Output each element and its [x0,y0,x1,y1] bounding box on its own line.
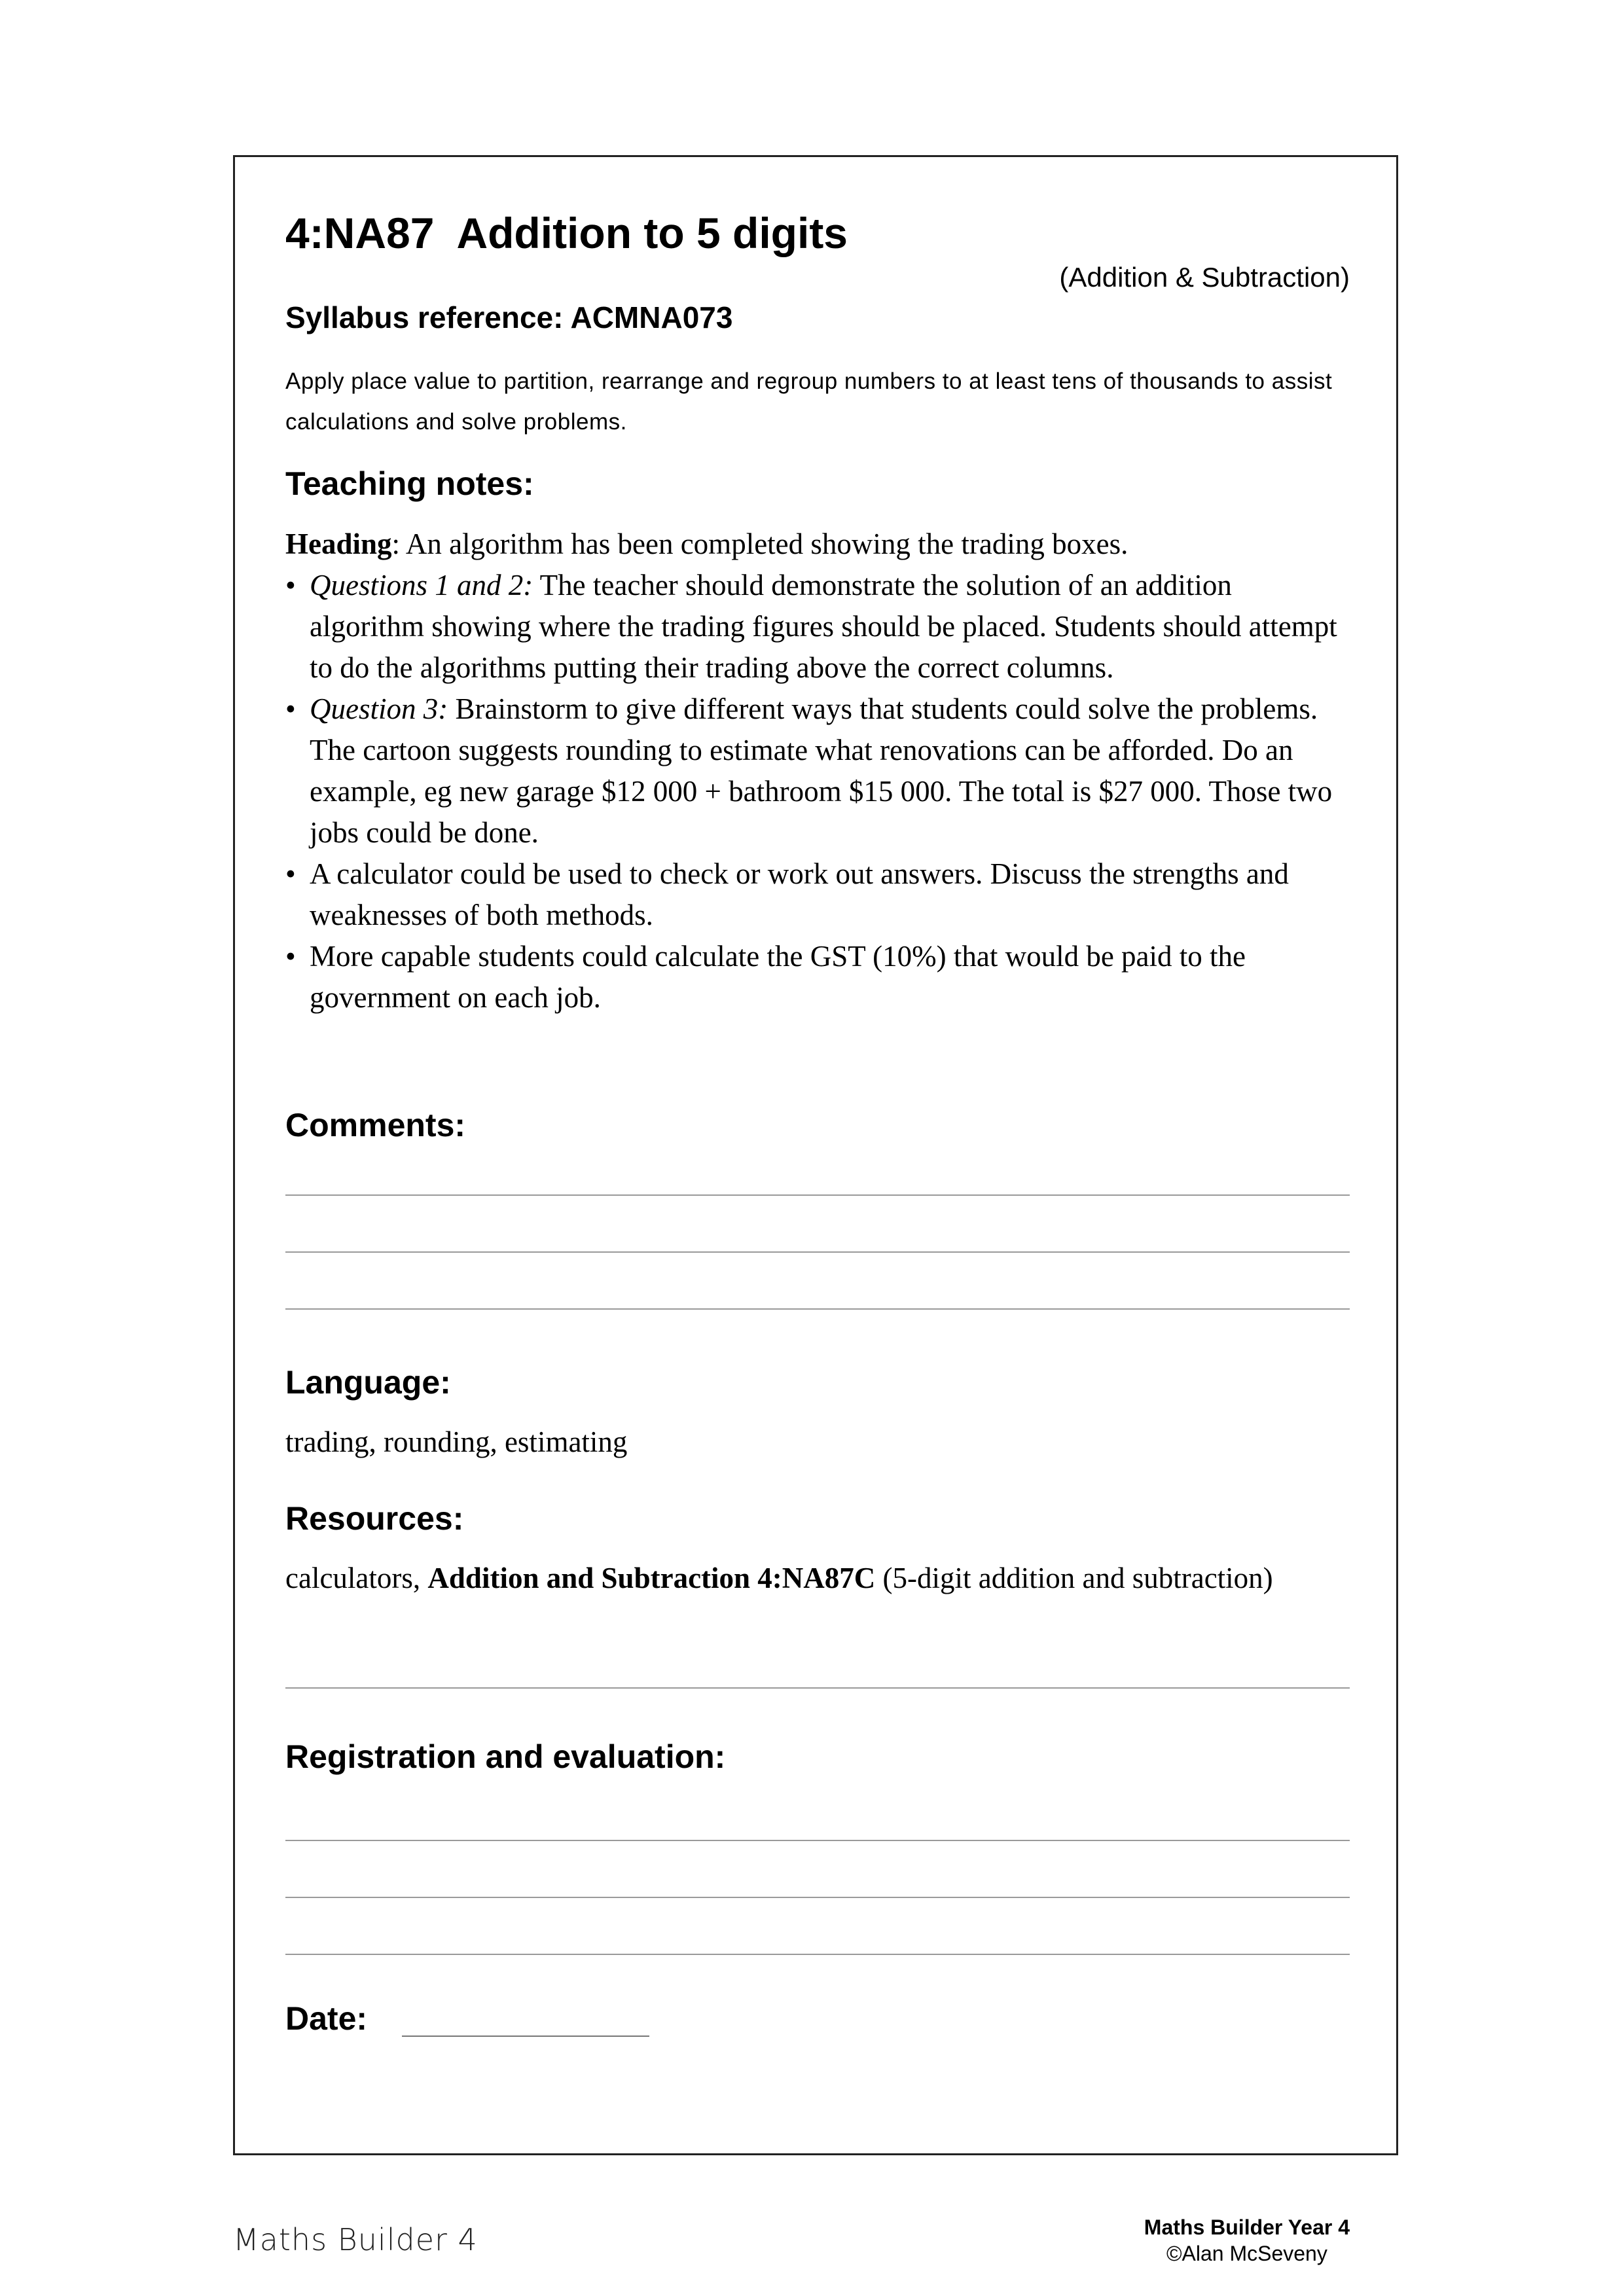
footer-series: Maths Builder Year 4 [1144,2215,1350,2239]
registration-line[interactable] [285,1897,1350,1898]
notes-bullet-list [285,565,1352,1018]
resources-text [285,1558,1350,1599]
language-heading: Language: [285,1364,451,1401]
comments-line[interactable] [285,1251,1350,1253]
comments-line[interactable] [285,1194,1350,1196]
notes-bullet [285,853,1352,936]
syllabus-description: Apply place value to partition, rearrange and regroup numbers to at least tens of thousands to assist calculations and solve problems. [285,368,1333,435]
notes-bullet-text: Brainstorm to give different ways that students could solve the problems. The cartoon suggests rounding to estimate what renovations can be afforded. Do an example, eg new garage $12 000 + bathroom $15 000. The total is $27 000. Those two jobs could be done. [310,692,1333,849]
footer-credit [1144,2214,1350,2267]
resources-heading: Resources: [285,1500,464,1537]
resources-line[interactable] [285,1687,1350,1689]
notes-intro-text: : An algorithm has been completed showing the trading boxes. [391,528,1128,560]
notes-intro [285,524,1352,565]
comments-line[interactable] [285,1308,1350,1310]
syllabus-reference: Syllabus reference: ACMNA073 [285,300,733,334]
registration-line[interactable] [285,1840,1350,1841]
lesson-title: Addition to 5 digits [456,209,848,257]
notes-intro-label: Heading [285,528,392,560]
footer-author: ©Alan McSeveny [1166,2242,1327,2265]
registration-line[interactable] [285,1954,1350,1955]
footer-book-title: Maths Builder 4 [233,2222,478,2257]
date-label: Date: [285,2000,368,2037]
page-frame [233,155,1398,2155]
notes-bullet [285,565,1352,689]
notes-bullet-text: A calculator could be used to check or work out answers. Discuss the strengths and weaknesses of both methods. [310,857,1289,931]
resources-bold: Addition and Subtraction 4:NA87C [427,1562,876,1594]
notes-bullet-lead: Question 3: [310,692,448,725]
page-title [285,208,848,258]
resources-suffix: (5-digit addition and subtraction) [875,1562,1273,1594]
teaching-notes-heading: Teaching notes: [285,465,534,502]
comments-heading: Comments: [285,1107,466,1143]
notes-bullet-text: The teacher should demonstrate the solution of an addition algorithm showing where the trading figures should be placed. Students should attempt to do the algorithms putting their trading above the correct columns. [310,569,1337,684]
notes-bullet [285,936,1352,1018]
notes-bullet-lead: Questions 1 and 2: [310,569,533,601]
date-line[interactable] [402,2036,649,2037]
strand-label: (Addition & Subtraction) [1059,262,1350,293]
resources-prefix: calculators, [285,1562,428,1594]
notes-bullet [285,689,1352,853]
registration-heading: Registration and evaluation: [285,1738,726,1775]
notes-bullet-text: More capable students could calculate the GST (10%) that would be paid to the government on each job. [310,940,1246,1014]
lesson-code: 4:NA87 [285,209,435,257]
teaching-notes-body [285,524,1352,1018]
language-text: trading, rounding, estimating [285,1426,628,1458]
